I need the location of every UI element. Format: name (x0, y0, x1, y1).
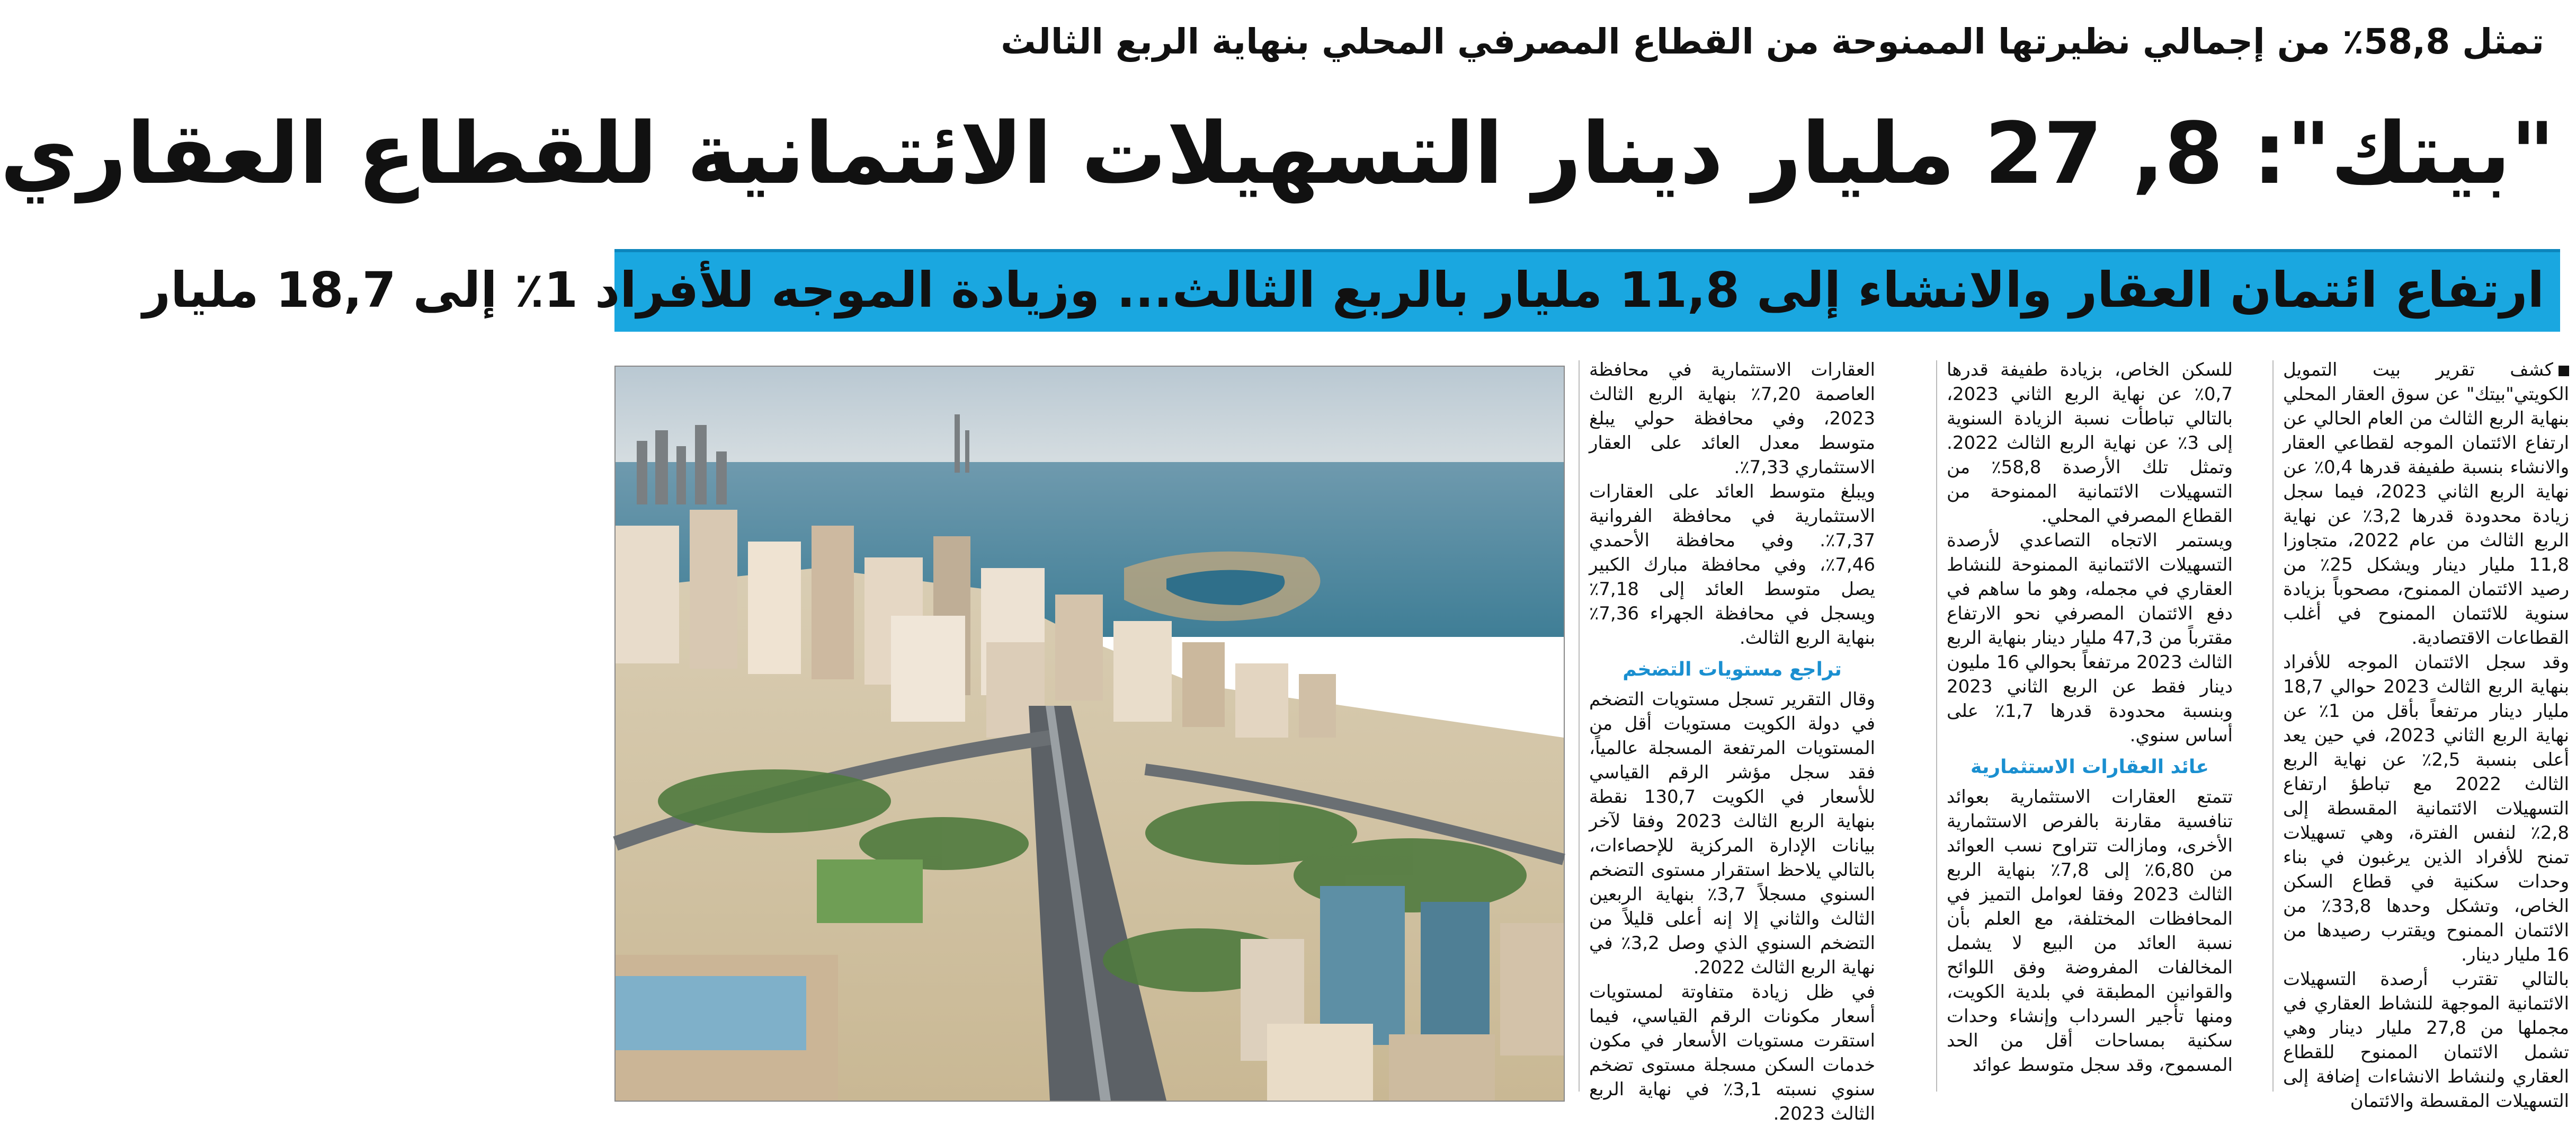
paragraph: للسكن الخاص، بزيادة طفيفة قدرها 0,7٪ عن نهاية الربع الثاني 2023، بالتالي تباطأت نسبة الزيادة السنوية إلى 3٪ عن نهاية الربع الثالث 2022. وتمثل تلك الأرصدة 58,8٪ من التسهيلات الائتمانية الممنوحة من القطاع المصرفي المحلي. (1947, 359, 2233, 527)
paragraph: كشف تقرير بيت التمويل الكويتي"بيتك" عن سوق العقار المحلي بنهاية الربع الثالث من العام الحالي عن ارتفاع الائتمان الموجه لقطاعي العقار والانشاء بنسبة طفيفة قدرها 0,4٪ عن نهاية الربع الثاني 2023، فيما سجل زيادة محدودة قدرها 3,2٪ عن نهاية الربع الثالث من عام 2022، متجاوزا 11,8 مليار دينار ويشكل 25٪ من رصيد الائتمان الممنوح، مصحوباً بزيادة سنوية للائتمان الممنوح في أغلب القطاعات الاقتصادية. (2283, 359, 2570, 649)
subheadline-text: ارتفاع ائتمان العقار والانشاء إلى 11,8 مليار بالربع الثالث... وزيادة الموجه للأفراد 1٪ إلى 18,7 مليار (142, 262, 2544, 318)
paragraph: العقارات الاستثمارية في محافظة العاصمة 7,20٪ بنهاية الربع الثالث 2023، وفي محافظة حولي يبلغ متوسط معدل العائد على العقار الاستثماري 7,33٪. (1589, 359, 1875, 478)
city-aerial-photo (614, 366, 1565, 1102)
article-column-1 (2283, 358, 2570, 1112)
article-kicker: تمثل 58,8٪ من إجمالي نظيرتها الممنوحة من القطاع المصرفي المحلي بنهاية الربع الثالث (1001, 21, 2544, 62)
bullet-square-icon (2559, 366, 2569, 376)
column-rule (2272, 360, 2274, 1092)
paragraph: ويبلغ متوسط العائد على العقارات الاستثمارية في محافظة الفروانية 7,37٪. وفي محافظة الأحمدي 7,46٪، وفي محافظة مبارك الكبير يصل متوسط العائد إلى 7,18٪ ويسجل في محافظة الجهراء 7,36٪ بنهاية الربع الثالث. (1589, 481, 1875, 649)
subheadline-banner (142, 249, 2560, 332)
paragraph: وقد سجل الائتمان الموجه للأفراد بنهاية الربع الثالث 2023 حوالي 18,7 مليار دينار مرتفعاً بأقل من 1٪ عن نهاية الربع الثاني 2023، في حين يعد أعلى بنسبة 2,5٪ عن نهاية الربع الثالث 2022 مع تباطؤ ارتفاع التسهيلات الائتمانية المقسطة إلى 2,8٪ لنفس الفترة، وهي تسهيلات تمنح للأفراد الذين يرغبون في بناء وحدات سكنية في قطاع السكن الخاص، وتشكل وحدها 33,8٪ من الائتمان الممنوح ويقترب رصيدها من 16 مليار دينار. (2283, 652, 2570, 965)
paragraph: ويستمر الاتجاه التصاعدي لأرصدة التسهيلات الائتمانية الممنوحة للنشاط العقاري في مجمله، وهو ما ساهم في دفع الائتمان المصرفي نحو الارتفاع مقترباً من 47,3 مليار دينار بنهاية الربع الثالث 2023 مرتفعاً بحوالي 16 مليون دينار فقط عن الربع الثاني 2023 وبنسبة محدودة قدرها 1,7٪ على أساس سنوي. (1947, 530, 2233, 746)
paragraph: وقال التقرير تسجل مستويات التضخم في دولة الكويت مستويات أقل من المستويات المرتفعة المسجلة عالمياً، فقد سجل مؤشر الرقم القياسي للأسعار في الكويت 130,7 نقطة بنهاية الربع الثالث 2023 وفقا لآخر بيانات الإدارة المركزية للإحصاءات، بالتالي يلاحظ استقرار مستوى التضخم السنوي مسجلاً 3,7٪ بنهاية الربعين الثالث والثاني إلا إنه أعلى قليلاً من التضخم السنوي الذي وصل 3,2٪ في نهاية الربع الثالث 2022. (1589, 689, 1876, 978)
paragraph: بالتالي تقترب أرصدة التسهيلات الائتمانية الموجهة للنشاط العقاري في مجملها من 27,8 مليار دينار وهي تشمل الائتمان الممنوح للقطاع العقاري ولنشاط الانشاءات إضافة إلى التسهيلات المقسطة والائتمان (2283, 969, 2570, 1112)
article-column-3 (1589, 358, 1876, 1124)
section-subhead: تراجع مستويات التضخم (1623, 659, 1842, 680)
paragraph: في ظل زيادة متفاوتة لمستويات أسعار مكونات الرقم القياسي، فيما استقرت مستويات الأسعار في مكون خدمات السكن مسجلة مستوى تضخم سنوي نسبته 3,1٪ في نهاية الربع الثالث 2023. (1589, 981, 1875, 1124)
article-column-2 (1947, 358, 2233, 1094)
column-rule (1579, 360, 1580, 1092)
paragraph: تتمتع العقارات الاستثمارية بعوائد تنافسية مقارنة بالفرص الاستثمارية الأخرى، ومازالت تتراوح نسب العوائد من 6,80٪ إلى 7,8٪ بنهاية الربع الثالث 2023 وفقا لعوامل التميز في المحافظات المختلفة، مع العلم بأن نسبة العائد من البيع لا يشمل المخالفات المفروضة وفق اللوائح والقوانين المطبقة في بلدية الكويت، ومنها تأجير السرداب وإنشاء وحدات سكنية بمساحات أقل من الحد المسموح، وقد سجل متوسط عوائد (1947, 786, 2233, 1076)
article-headline: "بيتك": 8, 27 مليار دينار التسهيلات الائتمانية للقطاع العقاري (0, 104, 2555, 203)
section-subhead: عائد العقارات الاستثمارية (1971, 756, 2209, 778)
column-rule (1936, 360, 1937, 1092)
